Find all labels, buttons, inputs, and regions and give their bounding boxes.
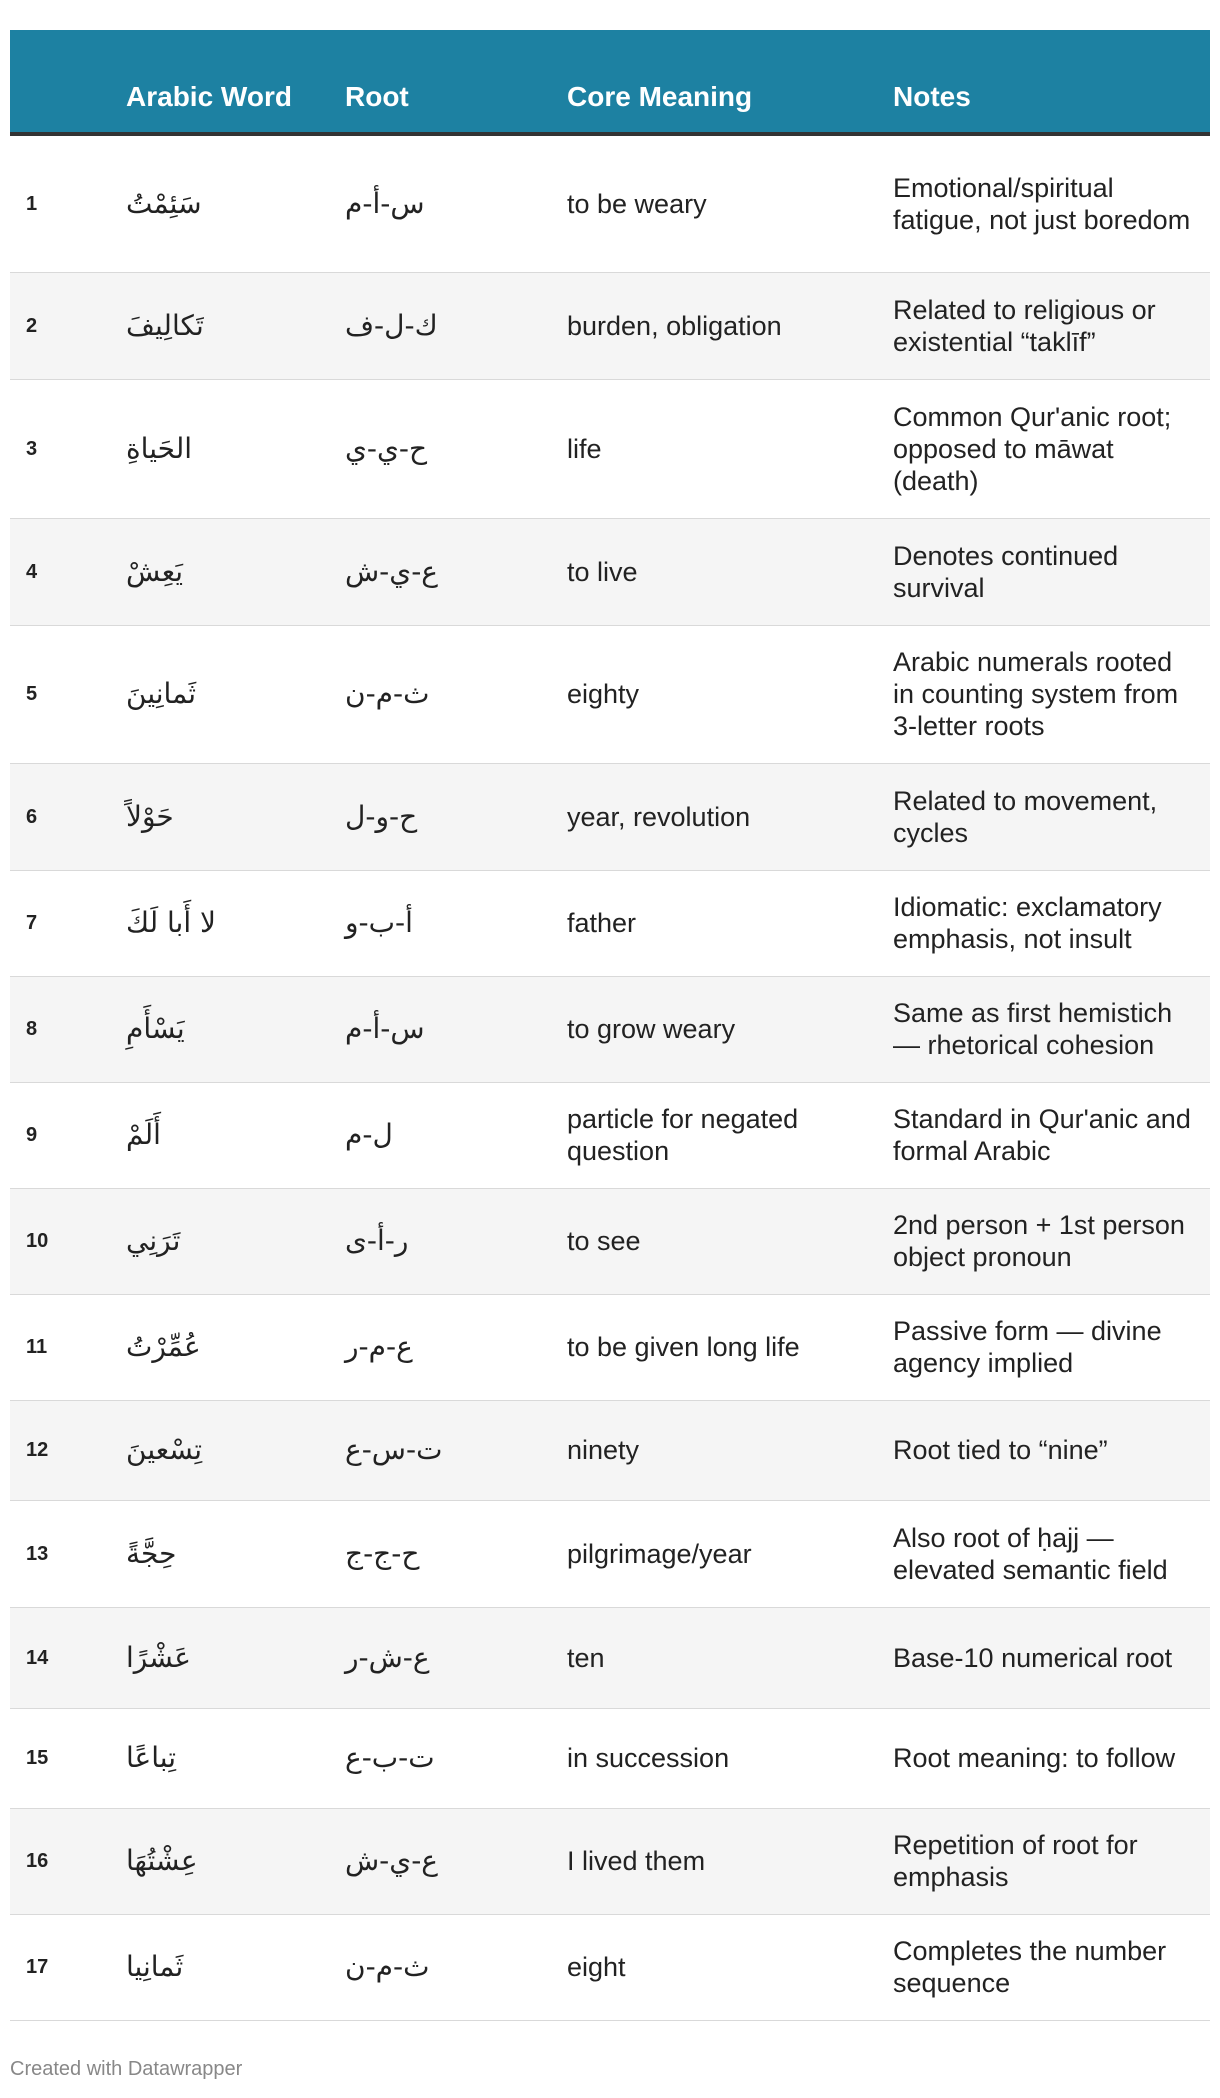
core-meaning-text: burden, obligation (567, 310, 782, 341)
core-meaning-text: to see (567, 1226, 641, 1256)
core-meaning-text: ninety (567, 1435, 640, 1465)
arabic-root (333, 518, 555, 625)
notes-cell-text: Arabic numerals rooted in counting system from 3-letter roots (893, 647, 1179, 741)
data-table-container (10, 30, 1210, 2021)
arabic-root (333, 1188, 555, 1294)
core-meaning-text: father (567, 908, 637, 938)
arabic-word-text: عِشْتُهَا (126, 1844, 198, 1877)
arabic-root-text: ح-ج-ج (345, 1536, 420, 1570)
arabic-word-text: سَئِمْتُ (126, 186, 202, 220)
notes-cell (881, 1808, 1210, 1914)
arabic-root-text: س-أ-م (345, 1012, 425, 1045)
arabic-root (333, 976, 555, 1082)
core-meaning (555, 134, 881, 272)
core-meaning (555, 1500, 881, 1607)
row-number (10, 1607, 114, 1708)
arabic-word (114, 976, 333, 1082)
row-number (10, 1400, 114, 1500)
row-number-text: 8 (26, 1018, 38, 1040)
table-row (10, 976, 1210, 1082)
row-number-text: 5 (26, 683, 38, 705)
notes-cell (881, 1400, 1210, 1500)
row-number-text: 6 (26, 805, 38, 828)
arabic-word-text: تَكالِيفَ (126, 308, 204, 342)
arabic-root (333, 763, 555, 870)
arabic-word (114, 1188, 333, 1294)
arabic-word (114, 379, 333, 518)
table-row (10, 1082, 1210, 1188)
table-row (10, 379, 1210, 518)
table-row (10, 1708, 1210, 1808)
row-number-text: 12 (26, 1439, 49, 1461)
table-row (10, 1914, 1210, 2020)
row-number-text: 7 (26, 912, 38, 934)
arabic-word-text: تَرَنِي (126, 1224, 181, 1257)
row-number-text: 16 (26, 1850, 49, 1872)
arabic-root-text: ل-م (345, 1118, 393, 1151)
arabic-word-text: أَلَمْ (126, 1118, 161, 1151)
notes-cell-text: 2nd person + 1st person object pronoun (893, 1210, 1185, 1272)
arabic-word (114, 1708, 333, 1808)
row-number (10, 625, 114, 763)
arabic-root-text: ع-ش-ر (345, 1640, 430, 1674)
arabic-word (114, 1294, 333, 1400)
core-meaning-text: year, revolution (567, 801, 751, 832)
core-meaning (555, 272, 881, 379)
notes-cell (881, 870, 1210, 976)
table-row (10, 1294, 1210, 1400)
row-number-text: 2 (26, 314, 38, 337)
notes-cell-text: Standard in Qur'anic and formal Arabic (893, 1104, 1191, 1166)
row-number-text: 17 (26, 1956, 49, 1978)
core-meaning-text: life (567, 433, 602, 464)
row-number (10, 518, 114, 625)
arabic-word (114, 763, 333, 870)
row-number-text: 1 (26, 192, 38, 215)
arabic-root-text: أ-ب-و (345, 906, 413, 939)
arabic-word-text: الحَياةِ (126, 431, 193, 465)
header-notes: Notes (881, 30, 1210, 134)
row-number-text: 14 (26, 1646, 49, 1669)
core-meaning-text: eight (567, 1952, 626, 1982)
notes-cell-text: Idiomatic: exclamatory emphasis, not insult (893, 892, 1162, 954)
notes-cell-text: Passive form — divine agency implied (893, 1316, 1162, 1378)
table-row (10, 1607, 1210, 1708)
arabic-root (333, 1607, 555, 1708)
header-arabic-word: Arabic Word (114, 30, 333, 134)
arabic-root-text: ك-ل-ف (345, 308, 438, 342)
arabic-root (333, 1294, 555, 1400)
arabic-word (114, 1607, 333, 1708)
core-meaning-text: to grow weary (567, 1014, 736, 1044)
row-number (10, 1188, 114, 1294)
table-row (10, 870, 1210, 976)
core-meaning-text: ten (567, 1642, 605, 1673)
row-number (10, 1082, 114, 1188)
header-core-meaning: Core Meaning (555, 30, 881, 134)
header-number (10, 30, 114, 134)
notes-cell (881, 379, 1210, 518)
row-number-text: 11 (26, 1336, 48, 1358)
notes-cell-text: Root meaning: to follow (893, 1743, 1176, 1773)
core-meaning-text: particle for negated question (567, 1104, 799, 1166)
row-number-text: 3 (26, 437, 38, 460)
arabic-word-text: لا أَبا لَكَ (126, 906, 217, 939)
core-meaning-text: pilgrimage/year (567, 1538, 752, 1569)
row-number (10, 1914, 114, 2020)
table-header-row (10, 30, 1210, 134)
core-meaning (555, 1188, 881, 1294)
row-number (10, 134, 114, 272)
notes-cell-text: Same as first hemistich — rhetorical cohesion (893, 998, 1173, 1060)
core-meaning-text: I lived them (567, 1846, 706, 1876)
row-number (10, 870, 114, 976)
core-meaning (555, 1082, 881, 1188)
row-number (10, 272, 114, 379)
notes-cell (881, 134, 1210, 272)
core-meaning-text: to be given long life (567, 1332, 800, 1362)
arabic-word-text: يَسْأَمِ (126, 1012, 185, 1045)
arabic-root (333, 134, 555, 272)
arabic-root-text: ع-م-ر (345, 1330, 413, 1363)
arabic-word-text: ثَمانِينَ (126, 677, 197, 710)
arabic-root (333, 870, 555, 976)
arabic-root-text: ع-ي-ش (345, 554, 439, 588)
arabic-word (114, 1808, 333, 1914)
notes-cell (881, 1294, 1210, 1400)
core-meaning (555, 1400, 881, 1500)
arabic-word-text: عَشْرًا (126, 1640, 191, 1674)
table-row (10, 1188, 1210, 1294)
row-number (10, 1294, 114, 1400)
core-meaning (555, 1914, 881, 2020)
notes-cell-text: Completes the number sequence (893, 1936, 1167, 1998)
header-root: Root (333, 30, 555, 134)
arabic-word (114, 870, 333, 976)
row-number-text: 15 (26, 1747, 49, 1769)
notes-cell (881, 1188, 1210, 1294)
arabic-word (114, 1082, 333, 1188)
arabic-word (114, 272, 333, 379)
data-table (10, 30, 1210, 2021)
table-row (10, 625, 1210, 763)
arabic-root (333, 625, 555, 763)
arabic-root (333, 1400, 555, 1500)
notes-cell-text: Base-10 numerical root (893, 1642, 1173, 1673)
arabic-root (333, 1500, 555, 1607)
notes-cell-text: Also root of ḥajj — elevated semantic field (893, 1522, 1168, 1585)
notes-cell-text: Emotional/spiritual fatigue, not just boredom (893, 172, 1191, 235)
arabic-word-text: تِسْعينَ (126, 1433, 203, 1466)
notes-cell (881, 1914, 1210, 2020)
arabic-word-text: حَوْلاً (126, 799, 174, 833)
notes-cell (881, 272, 1210, 379)
arabic-word (114, 1914, 333, 2020)
arabic-root-text: س-أ-م (345, 186, 425, 220)
arabic-word (114, 1400, 333, 1500)
notes-cell (881, 1708, 1210, 1808)
arabic-root-text: ح-ي-ي (345, 431, 428, 465)
arabic-word (114, 518, 333, 625)
arabic-word-text: حِجَّةً (126, 1536, 177, 1570)
notes-cell-text: Root tied to “nine” (893, 1435, 1108, 1465)
notes-cell (881, 1082, 1210, 1188)
arabic-word-text: عُمِّرْتُ (126, 1330, 201, 1363)
row-number (10, 976, 114, 1082)
table-body (10, 134, 1210, 2020)
notes-cell (881, 976, 1210, 1082)
table-row (10, 518, 1210, 625)
row-number (10, 763, 114, 870)
arabic-root (333, 272, 555, 379)
core-meaning (555, 379, 881, 518)
core-meaning-text: in succession (567, 1743, 730, 1773)
row-number (10, 1808, 114, 1914)
core-meaning (555, 763, 881, 870)
arabic-root-text: ث-م-ن (345, 1950, 430, 1983)
table-row (10, 272, 1210, 379)
arabic-root-text: ح-و-ل (345, 799, 418, 833)
arabic-word (114, 625, 333, 763)
arabic-root-text: ع-ي-ش (345, 1844, 439, 1877)
notes-cell (881, 518, 1210, 625)
notes-cell (881, 1500, 1210, 1607)
arabic-word (114, 134, 333, 272)
table-row (10, 1400, 1210, 1500)
arabic-root (333, 379, 555, 518)
table-row (10, 134, 1210, 272)
row-number (10, 379, 114, 518)
arabic-root-text: ت-ب-ع (345, 1741, 435, 1774)
arabic-root (333, 1808, 555, 1914)
core-meaning (555, 1294, 881, 1400)
notes-cell (881, 1607, 1210, 1708)
core-meaning-text: to live (567, 556, 638, 587)
core-meaning (555, 1708, 881, 1808)
notes-cell (881, 625, 1210, 763)
row-number-text: 4 (26, 560, 38, 583)
core-meaning-text: to be weary (567, 188, 707, 219)
arabic-root-text: ر-أ-ى (345, 1224, 409, 1257)
notes-cell-text: Denotes continued survival (893, 540, 1119, 603)
arabic-word-text: تِباعًا (126, 1741, 177, 1774)
table-row (10, 1500, 1210, 1607)
arabic-root (333, 1914, 555, 2020)
arabic-word-text: يَعِشْ (126, 554, 183, 588)
row-number (10, 1500, 114, 1607)
core-meaning (555, 976, 881, 1082)
core-meaning (555, 518, 881, 625)
datawrapper-credit: Created with Datawrapper (10, 2058, 243, 2080)
core-meaning (555, 870, 881, 976)
arabic-root-text: ت-س-ع (345, 1433, 443, 1466)
notes-cell-text: Related to religious or existential “taklīf” (893, 294, 1156, 357)
notes-cell-text: Common Qur'anic root; opposed to māwat (death) (893, 401, 1172, 496)
core-meaning (555, 625, 881, 763)
arabic-root (333, 1082, 555, 1188)
arabic-root (333, 1708, 555, 1808)
core-meaning (555, 1607, 881, 1708)
table-row (10, 763, 1210, 870)
arabic-word (114, 1500, 333, 1607)
core-meaning-text: eighty (567, 679, 640, 709)
notes-cell-text: Related to movement, cycles (893, 785, 1158, 848)
arabic-root-text: ث-م-ن (345, 677, 430, 710)
row-number-text: 13 (26, 1542, 49, 1565)
core-meaning (555, 1808, 881, 1914)
row-number (10, 1708, 114, 1808)
table-row (10, 1808, 1210, 1914)
arabic-word-text: ثَمانِيا (126, 1950, 184, 1983)
row-number-text: 9 (26, 1124, 38, 1146)
notes-cell-text: Repetition of root for emphasis (893, 1830, 1138, 1892)
notes-cell (881, 763, 1210, 870)
row-number-text: 10 (26, 1230, 49, 1252)
